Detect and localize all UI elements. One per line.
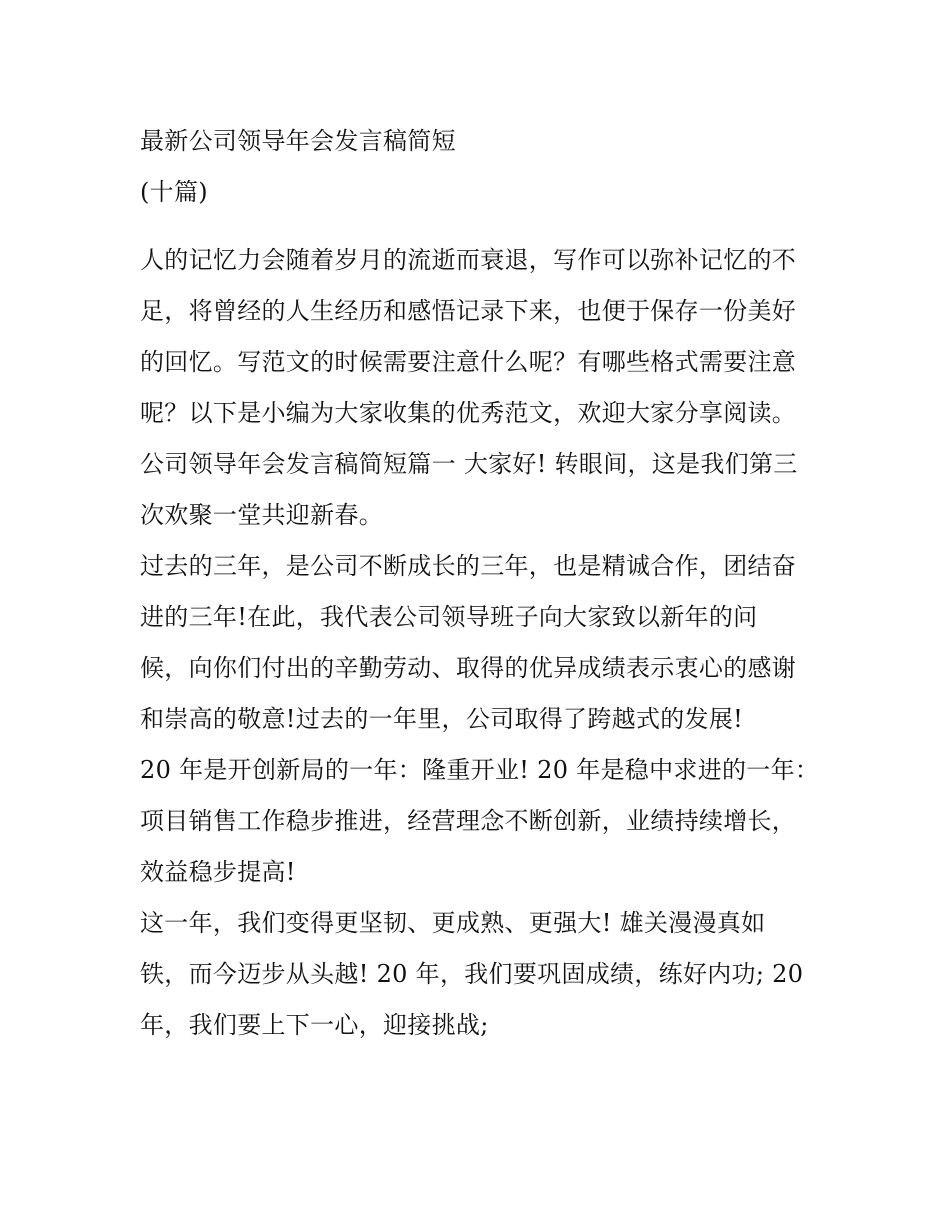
body-line: 的回忆。写范文的时候需要注意什么呢？有哪些格式需要注意 bbox=[140, 348, 797, 376]
body-line: 20 年是开创新局的一年：隆重开业! 20 年是稳中求进的一年： bbox=[140, 756, 820, 784]
document-page bbox=[140, 0, 820, 1051]
body-line: 效益稳步提高! bbox=[140, 858, 296, 886]
body-line: 进的三年!在此，我代表公司领导班子向大家致以新年的问 bbox=[140, 603, 758, 631]
body-line: 人的记忆力会随着岁月的流逝而衰退，写作可以弥补记忆的不 bbox=[140, 246, 797, 274]
title-line: 最新公司领导年会发言稿简短 bbox=[140, 127, 456, 155]
body-line: 公司领导年会发言稿简短篇一 大家好! 转眼间，这是我们第三 bbox=[140, 450, 798, 478]
body-line: 铁，而今迈步从头越! 20 年，我们要巩固成绩，练好内功; 20 bbox=[140, 960, 804, 988]
body-line: 这一年，我们变得更坚韧、更成熟、更强大! 雄关漫漫真如 bbox=[140, 909, 766, 937]
document-body bbox=[140, 235, 820, 1051]
body-line: 候，向你们付出的辛勤劳动、取得的优异成绩表示衷心的感谢 bbox=[140, 654, 797, 682]
body-line: 年，我们要上下一心，迎接挑战; bbox=[140, 1011, 489, 1039]
body-line: 足，将曾经的人生经历和感悟记录下来，也便于保存一份美好 bbox=[140, 297, 797, 325]
title-line: (十篇) bbox=[140, 178, 208, 206]
body-line: 过去的三年，是公司不断成长的三年，也是精诚合作，团结奋 bbox=[140, 552, 797, 580]
body-line: 项目销售工作稳步推进，经营理念不断创新，业绩持续增长， bbox=[140, 807, 797, 835]
document-title bbox=[140, 0, 820, 218]
body-line: 和崇高的敬意!过去的一年里，公司取得了跨越式的发展! bbox=[140, 705, 744, 733]
body-line: 次欢聚一堂共迎新春。 bbox=[140, 501, 383, 529]
body-line: 呢？以下是小编为大家收集的优秀范文，欢迎大家分享阅读。 bbox=[140, 399, 797, 427]
